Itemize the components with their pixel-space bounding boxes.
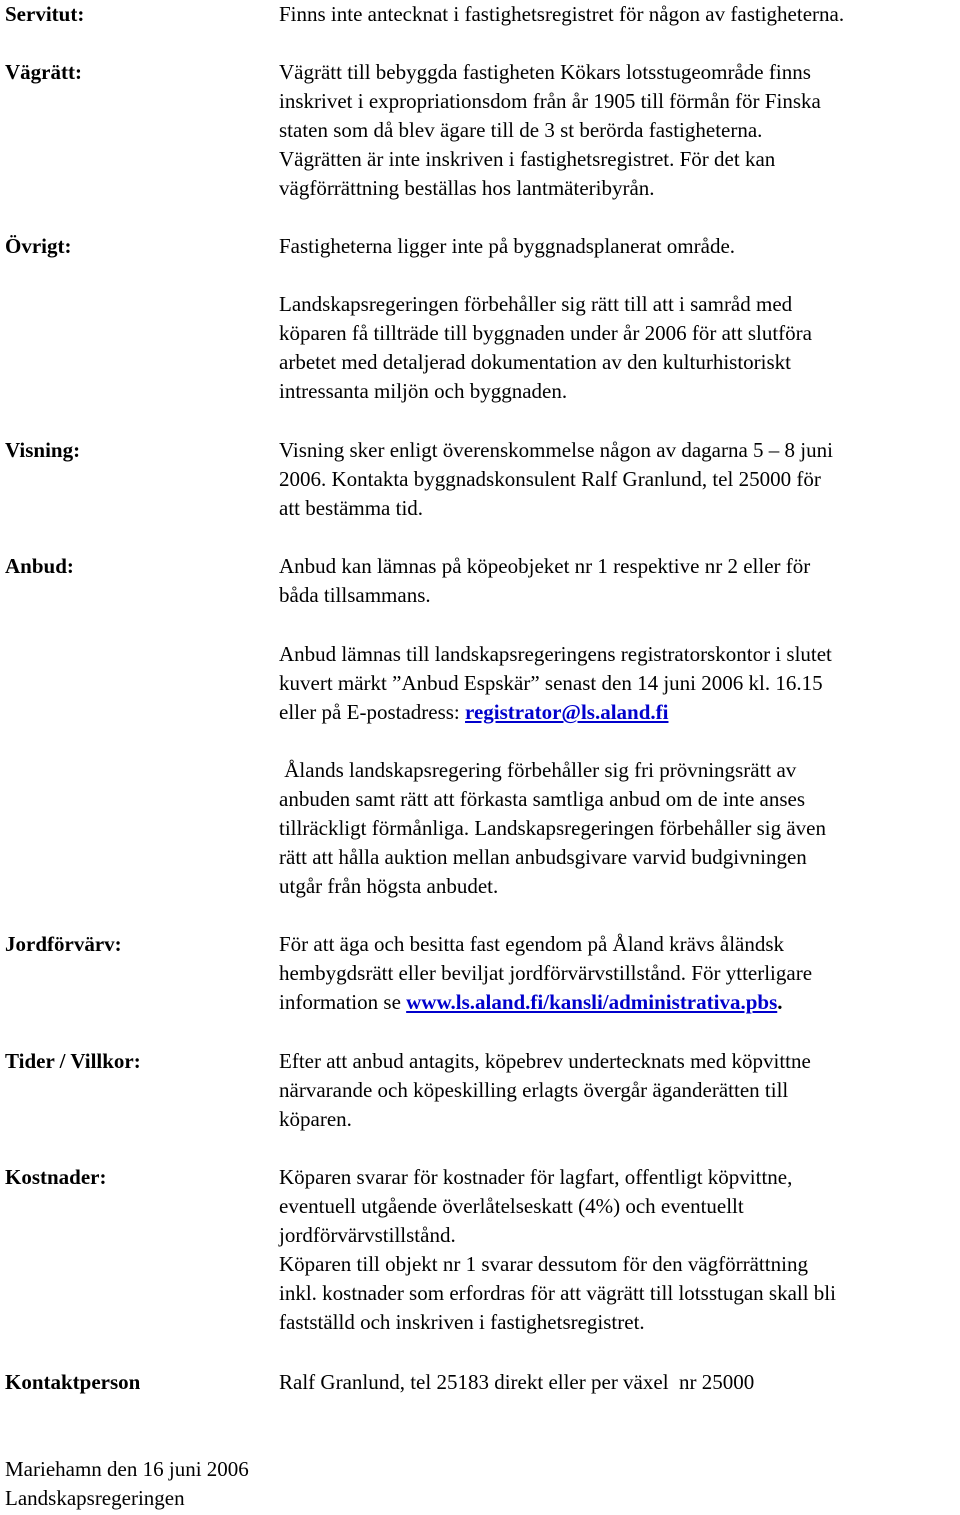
website-link[interactable]: www.ls.aland.fi/kansli/administrativa.pbs [406, 990, 778, 1014]
kostnader-line: jordförvärvstillstånd. [279, 1223, 456, 1247]
kostnader-text [279, 1163, 959, 1337]
ovrigt-reservation-paragraph [279, 290, 959, 406]
anbud-line: rätt att hålla auktion mellan anbudsgivare varvid budgivningen [279, 845, 807, 869]
tider-villkor-text [279, 1047, 959, 1134]
tider-line: köparen. [279, 1107, 352, 1131]
anbud-email-line [279, 698, 959, 727]
kontaktperson-text: Ralf Granlund, tel 25183 direkt eller per växel nr 25000 [279, 1370, 755, 1394]
anbud-submission-paragraph [279, 640, 959, 727]
jordforvarv-text [279, 930, 959, 1017]
kostnader-line: fastställd och inskriven i fastighetsregistret. [279, 1310, 645, 1334]
jordforvarv-link-line [279, 988, 959, 1017]
label-tider-villkor: Tider / Villkor: [5, 1049, 141, 1073]
label-anbud: Anbud: [5, 554, 74, 578]
label-servitut: Servitut: [5, 2, 85, 26]
ovrigt-line: Fastigheterna ligger inte på byggnadsplanerat område. [279, 234, 736, 258]
anbud-line: Anbud lämnas till landskapsregeringens registratorskontor i slutet [279, 642, 832, 666]
jordforvarv-link-prefix: information se [279, 990, 407, 1014]
kostnader-line: inkl. kostnader som erfordras för att vägrätt till lotsstugan skall bli [279, 1281, 836, 1305]
jordforvarv-line: För att äga och besitta fast egendom på Åland krävs åländsk [279, 932, 785, 956]
label-kontaktperson: Kontaktperson [5, 1370, 141, 1394]
anbud-line: båda tillsammans. [279, 583, 431, 607]
email-link[interactable]: registrator@ls.aland.fi [465, 700, 669, 724]
kostnader-line: Köparen till objekt nr 1 svarar dessutom för den vägförrättning [279, 1252, 808, 1276]
ovrigt-text [279, 232, 959, 261]
servitut-text [279, 0, 959, 29]
vagratt-line: Vägrätten är inte inskriven i fastighetsregistret. För det kan [279, 147, 776, 171]
tider-line: närvarande och köpeskilling erlagts övergår äganderätten till [279, 1078, 789, 1102]
visning-line: att bestämma tid. [279, 496, 424, 520]
anbud-line: Ålands landskapsregering förbehåller sig fri prövningsrätt av [279, 758, 797, 782]
vagratt-text [279, 58, 959, 203]
vagratt-line: Vägrätt till bebyggda fastigheten Kökars lotsstugeområde finns [279, 60, 811, 84]
ovrigt-line: köparen få tillträde till byggnaden under år 2006 för att slutföra [279, 321, 812, 345]
visning-text [279, 436, 959, 523]
visning-line: Visning sker enligt överenskommelse någon av dagarna 5 – 8 juni [279, 438, 833, 462]
kostnader-line: eventuell utgående överlåtelseskatt (4%) och eventuellt [279, 1194, 744, 1218]
jordforvarv-link-suffix: . [777, 990, 783, 1014]
vagratt-line: staten som då blev ägare till de 3 st berörda fastigheterna. [279, 118, 763, 142]
vagratt-line: vägförrättning beställas hos lantmäteribyrån. [279, 176, 655, 200]
anbud-line: Anbud kan lämnas på köpeobjeket nr 1 respektive nr 2 eller för [279, 554, 811, 578]
label-vagratt: Vägrätt: [5, 60, 82, 84]
servitut-line: Finns inte antecknat i fastighetsregistret för någon av fastigheterna. [279, 2, 845, 26]
anbud-text [279, 552, 959, 610]
ovrigt-line: Landskapsregeringen förbehåller sig rätt till att i samråd med [279, 292, 793, 316]
label-kostnader: Kostnader: [5, 1165, 107, 1189]
kostnader-line: Köparen svarar för kostnader för lagfart, offentligt köpvittne, [279, 1165, 793, 1189]
tider-line: Efter att anbud antagits, köpebrev undertecknats med köpvittne [279, 1049, 811, 1073]
anbud-line: kuvert märkt ”Anbud Espskär” senast den 14 juni 2006 kl. 16.15 [279, 671, 823, 695]
visning-line: 2006. Kontakta byggnadskonsulent Ralf Granlund, tel 25000 för [279, 467, 821, 491]
vagratt-line: inskrivet i expropriationsdom från år 1905 till förmån för Finska [279, 89, 821, 113]
signature-block [5, 1455, 249, 1513]
anbud-line: anbuden samt rätt att förkasta samtliga anbud om de inte anses [279, 787, 806, 811]
label-jordforvarv: Jordförvärv: [5, 932, 122, 956]
issuing-authority: Landskapsregeringen [5, 1486, 185, 1510]
anbud-line: utgår från högsta anbudet. [279, 874, 499, 898]
jordforvarv-line: hembygdsrätt eller beviljat jordförvärvstillstånd. För ytterligare [279, 961, 813, 985]
label-ovrigt: Övrigt: [5, 234, 72, 258]
anbud-email-prefix: eller på E-postadress: [279, 700, 466, 724]
ovrigt-line: arbetet med detaljerad dokumentation av den kulturhistoriskt [279, 350, 792, 374]
ovrigt-line: intressanta miljön och byggnaden. [279, 379, 568, 403]
anbud-reservation-paragraph [279, 756, 959, 901]
anbud-line: tillräckligt förmånliga. Landskapsregeringen förbehåller sig även [279, 816, 826, 840]
place-date: Mariehamn den 16 juni 2006 [5, 1457, 249, 1481]
label-visning: Visning: [5, 438, 81, 462]
